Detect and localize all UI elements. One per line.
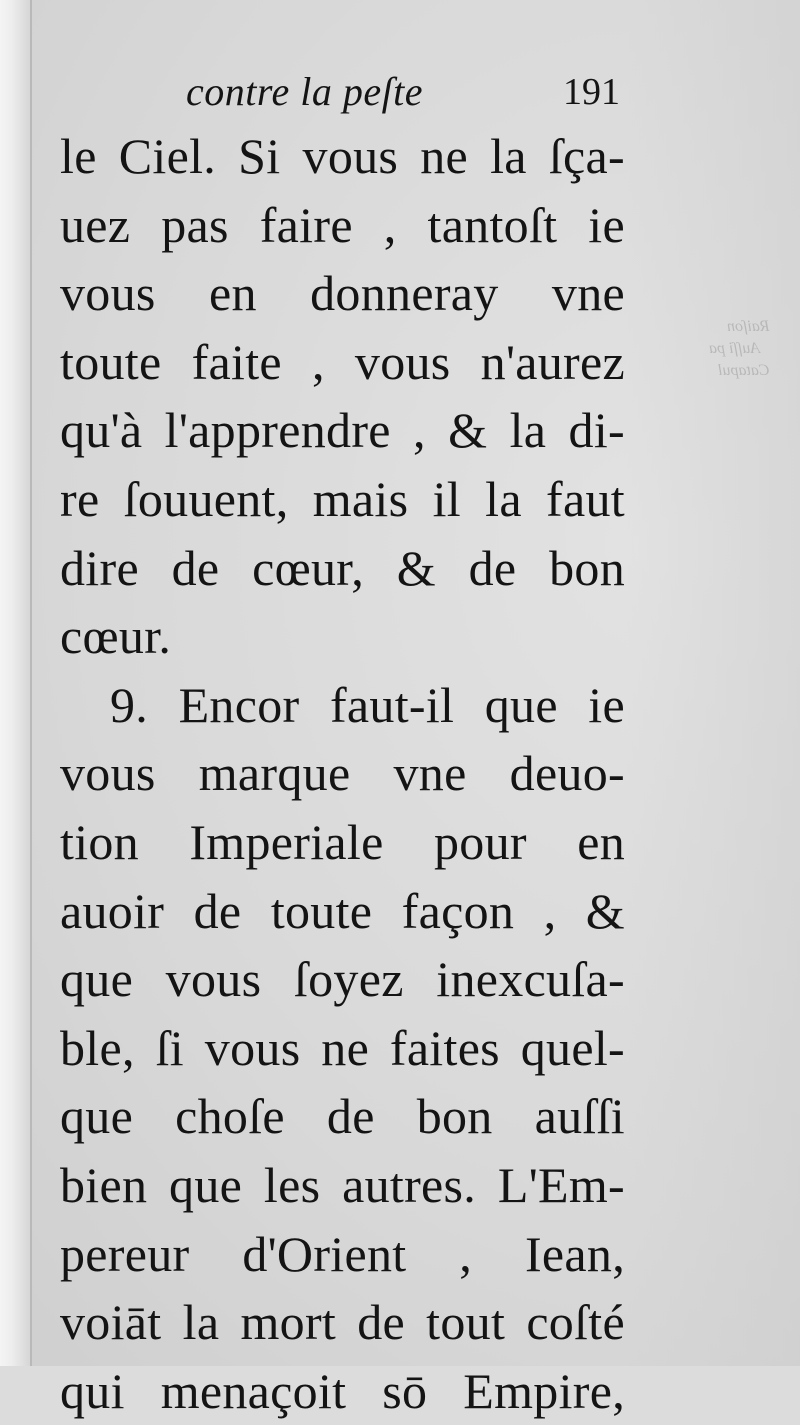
text-line: uez pas faire , tantoſt ie — [60, 196, 625, 253]
bleed-through-text-2: Auſſi pa — [708, 340, 760, 357]
text-line: bien que les autres. L'Em- — [60, 1156, 625, 1213]
text-line: le Ciel. Si vous ne la ſça- — [60, 128, 625, 184]
text-line: cœur. — [60, 608, 172, 665]
bleed-through-area — [625, 0, 800, 1366]
text-line: que choſe de bon auſſi — [60, 1088, 625, 1145]
text-line: toute faite , vous n'aurez — [60, 333, 625, 390]
text-line: qui menaçoit sō Empire, — [60, 1362, 625, 1419]
page-gutter-edge — [0, 0, 32, 1366]
page-header — [60, 58, 620, 128]
bleed-through-text-3: Catapul — [718, 362, 770, 379]
text-line: ble, ſi vous ne faites quel- — [60, 1019, 625, 1076]
text-line: voiāt la mort de tout coſté — [60, 1294, 625, 1351]
text-line: vous en donneray vne — [60, 265, 625, 322]
text-line: re ſouuent, mais il la faut — [60, 470, 625, 527]
page-number: 191 — [563, 71, 620, 113]
bleed-through-text-1: Raiſon — [727, 318, 770, 335]
paragraph-start-line: 9. Encor faut-il que ie — [110, 676, 625, 733]
text-line: pereur d'Orient , Iean, — [60, 1225, 625, 1282]
body-text — [60, 122, 625, 1425]
text-line: que vous ſoyez inexcuſa- — [60, 951, 625, 1008]
running-title: contre la peſte — [186, 69, 424, 114]
text-line: dire de cœur, & de bon — [60, 539, 625, 596]
text-line: auoir de toute façon , & — [60, 882, 625, 939]
text-line: qu'à l'apprendre , & la di- — [60, 402, 625, 459]
text-line: tion Imperiale pour en — [60, 813, 625, 870]
text-line: vous marque vne deuo- — [60, 745, 625, 802]
